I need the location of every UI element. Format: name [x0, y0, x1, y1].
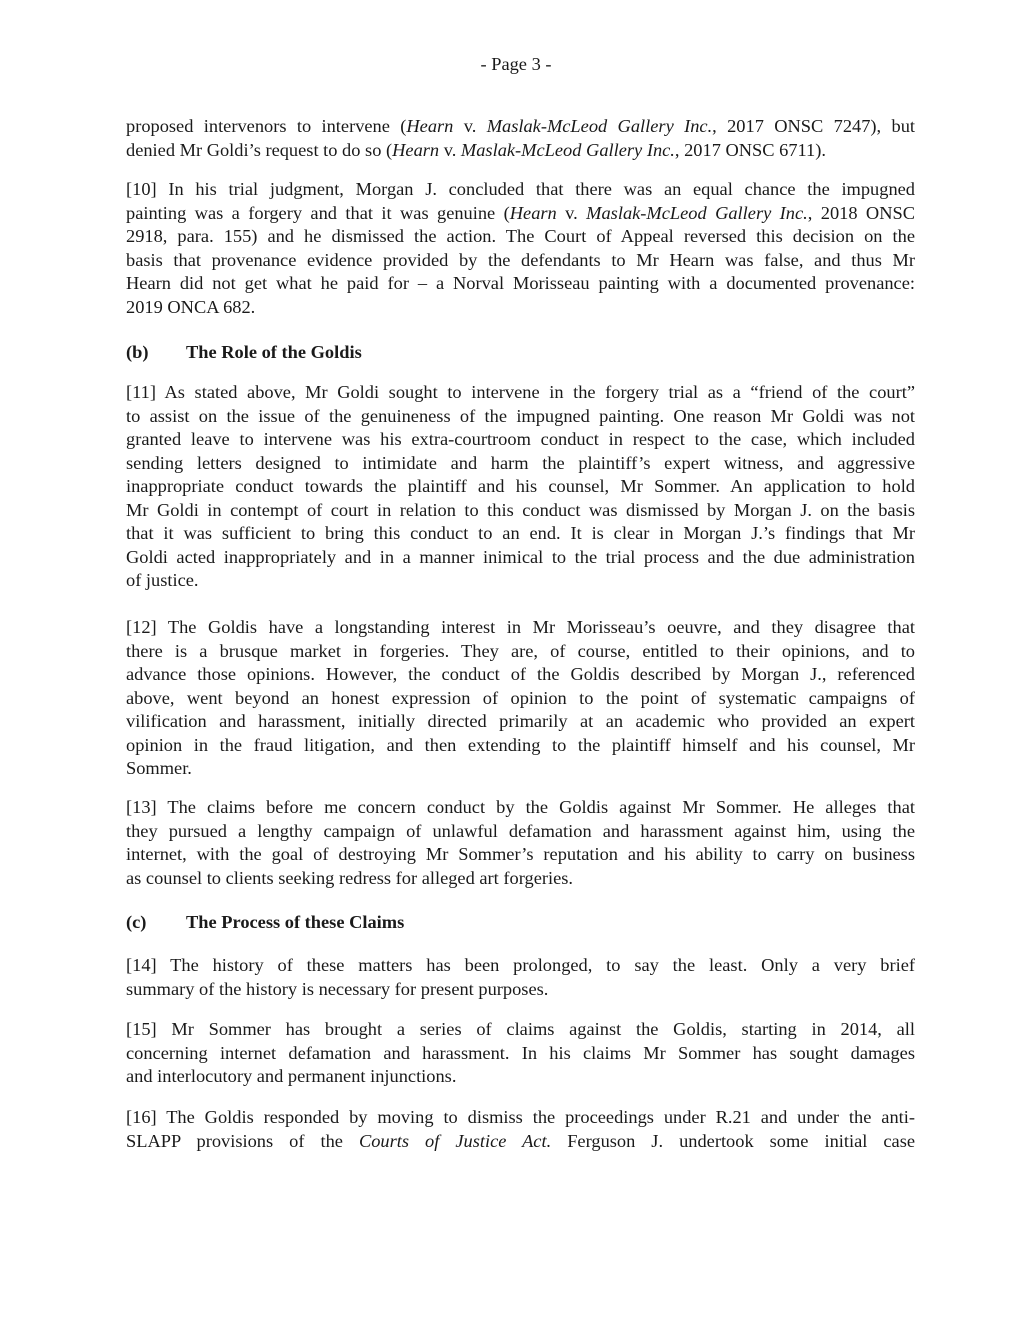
text-run: Goldi acted inappropriately and in a manner inimical to the trial process and the due administration — [126, 546, 915, 567]
section-title: The Role of the Goldis — [186, 342, 362, 362]
text-run: v. — [556, 202, 587, 223]
text-run: as counsel to clients seeking redress for alleged art forgeries. — [126, 867, 574, 888]
text-line — [126, 796, 915, 820]
italic-citation: Maslak-McLeod Gallery Inc. — [460, 139, 675, 160]
text-run: concerning internet defamation and harassment. In his claims Mr Sommer has sought damages — [126, 1042, 915, 1063]
text-run: advance those opinions. However, the conduct of the Goldis described by Morgan J., referenced — [126, 664, 915, 684]
text-line — [126, 1018, 915, 1042]
paragraph — [126, 796, 915, 890]
paragraph — [126, 616, 915, 781]
text-line — [126, 202, 915, 226]
text-line — [126, 272, 915, 296]
text-line — [126, 734, 915, 758]
italic-citation: Hearn — [509, 202, 557, 223]
text-run: v. — [439, 139, 461, 160]
text-line — [126, 115, 915, 139]
text-line — [126, 1042, 915, 1066]
text-run: opinion in the fraud litigation, and then extending to the plaintiff himself and his counsel, Mr — [126, 734, 915, 755]
text-run: , 2017 ONSC 7247), but — [712, 116, 915, 136]
text-line — [126, 687, 915, 711]
text-run: 2918, para. 155) and he dismissed the action. The Court of Appeal reversed this decision on the — [126, 226, 915, 246]
italic-citation: Maslak-McLeod Gallery Inc. — [486, 116, 713, 136]
italic-citation: Hearn — [406, 116, 454, 136]
text-run: proposed intervenors to intervene ( — [126, 116, 407, 136]
text-run: [16] The Goldis responded by moving to dismiss the proceedings under R.21 and under the anti- — [126, 1107, 915, 1127]
section-heading — [126, 911, 915, 935]
italic-citation: Maslak-McLeod Gallery Inc. — [586, 202, 808, 223]
text-run: Hearn did not get what he paid for – a Norval Morisseau painting with a documented provenance: — [126, 273, 915, 293]
text-run: [15] Mr Sommer has brought a series of claims against the Goldis, starting in 2014, all — [126, 1019, 915, 1039]
text-run: above, went beyond an honest expression of opinion to the point of systematic campaigns of — [126, 687, 915, 708]
text-line — [126, 546, 915, 570]
text-run: , 2017 ONSC 6711). — [674, 139, 826, 160]
text-run: [10] In his trial judgment, Morgan J. concluded that there was an equal chance the impugned — [126, 179, 915, 199]
text-run: v. — [453, 116, 487, 136]
text-line — [126, 616, 915, 640]
text-run: SLAPP provisions of the — [126, 1130, 359, 1151]
text-run: denied Mr Goldi’s request to do so ( — [126, 139, 393, 160]
text-run: that it was sufficient to bring this conduct to an end. It is clear in Morgan J.’s findings that Mr — [126, 523, 915, 543]
paragraph — [126, 381, 915, 593]
text-line — [126, 249, 915, 273]
section-label: (c) — [126, 912, 147, 932]
text-line — [126, 710, 915, 734]
text-line — [126, 1065, 915, 1089]
text-run: painting was a forgery and that it was genuine ( — [126, 202, 510, 223]
text-line — [126, 499, 915, 523]
text-line — [126, 820, 915, 844]
page-number-header: - Page 3 - — [480, 54, 552, 74]
section-heading — [126, 341, 915, 365]
text-run: Ferguson J. undertook some initial case — [551, 1130, 915, 1151]
text-run: internet, with the goal of destroying Mr Sommer’s reputation and his ability to carry on business — [126, 844, 915, 864]
section-title: The Process of these Claims — [186, 912, 405, 932]
paragraph — [126, 178, 915, 319]
text-line — [126, 640, 915, 664]
text-run: there is a brusque market in forgeries. They are, of course, entitled to their opinions, and to — [126, 640, 915, 661]
text-line — [126, 1130, 915, 1154]
text-line — [126, 757, 915, 781]
text-line — [126, 296, 915, 320]
text-run: Sommer. — [126, 758, 192, 778]
text-line — [126, 522, 915, 546]
text-run: vilification and harassment, initially directed primarily at an academic who provided an expert — [126, 711, 915, 731]
text-line — [126, 381, 915, 405]
text-run: 2019 ONCA 682. — [126, 296, 256, 317]
text-line — [126, 1106, 915, 1130]
section-label: (b) — [126, 342, 149, 362]
text-run: to assist on the issue of the genuineness of the impugned painting. One reason Mr Goldi was not — [126, 405, 915, 426]
text-run: they pursued a lengthy campaign of unlawful defamation and harassment against him, using the — [126, 820, 915, 841]
text-line — [126, 405, 915, 429]
text-run: and interlocutory and permanent injunctions. — [126, 1066, 457, 1086]
text-run: of justice. — [126, 570, 199, 590]
text-line — [126, 954, 915, 978]
text-run: inappropriate conduct towards the plaintiff and his counsel, Mr Sommer. An application to hold — [126, 476, 915, 496]
text-line — [126, 843, 915, 867]
text-run: [14] The history of these matters has been prolonged, to say the least. Only a very brief — [126, 955, 915, 975]
italic-citation: Hearn — [392, 139, 440, 160]
text-line — [126, 139, 915, 163]
text-run: [11] As stated above, Mr Goldi sought to intervene in the forgery trial as a “friend of the court” — [126, 382, 915, 402]
text-line — [126, 978, 915, 1002]
text-run: [12] The Goldis have a longstanding interest in Mr Morisseau’s oeuvre, and they disagree that — [126, 617, 915, 637]
text-line — [126, 428, 915, 452]
text-line — [126, 475, 915, 499]
text-run: [13] The claims before me concern conduct by the Goldis against Mr Sommer. He alleges that — [126, 797, 915, 817]
text-line — [126, 225, 915, 249]
text-run: basis that provenance evidence provided by the defendants to Mr Hearn was false, and thus Mr — [126, 249, 915, 270]
text-line — [126, 663, 915, 687]
text-run: summary of the history is necessary for present purposes. — [126, 978, 549, 999]
paragraph — [126, 1106, 915, 1153]
text-line — [126, 178, 915, 202]
text-run: , 2018 ONSC — [807, 202, 915, 223]
paragraph — [126, 954, 915, 1001]
text-run: Mr Goldi in contempt of court in relation to this conduct was dismissed by Morgan J. on the basis — [126, 499, 915, 520]
text-line — [126, 867, 915, 891]
text-line — [126, 569, 915, 593]
paragraph — [126, 1018, 915, 1089]
text-line — [126, 452, 915, 476]
italic-citation: Courts of Justice Act. — [358, 1130, 552, 1151]
text-run: granted leave to intervene was his extra-courtroom conduct in respect to the case, which included — [126, 429, 915, 449]
text-run: sending letters designed to intimidate and harm the plaintiff’s expert witness, and aggressive — [126, 452, 915, 473]
paragraph — [126, 115, 915, 162]
